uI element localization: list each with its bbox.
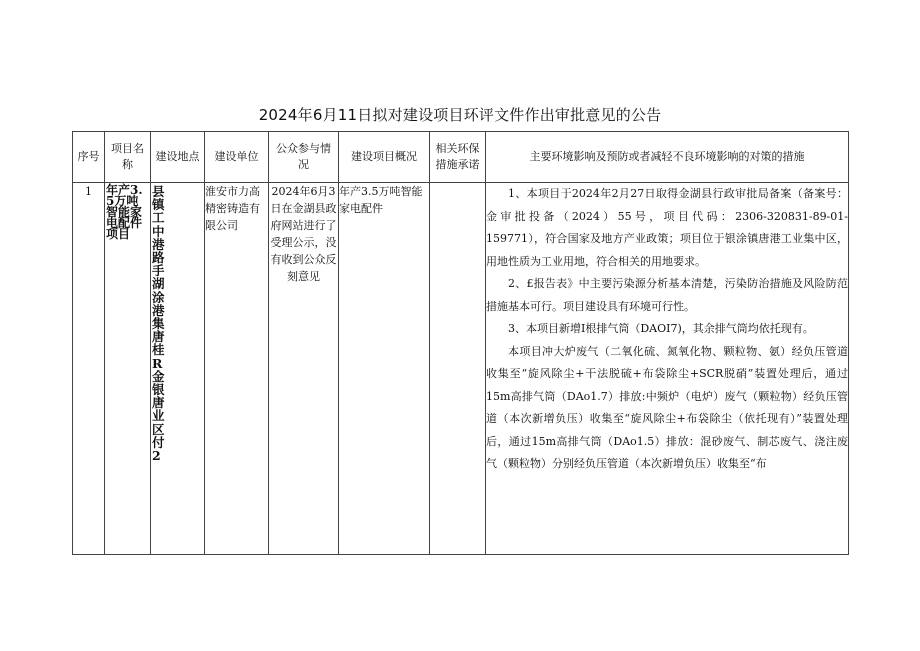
cell-commitment: [430, 183, 486, 555]
cell-location-text: 县镇工中港路手湖涂港集唐桂R金银唐业区付2: [152, 184, 165, 464]
measure-paragraph: 2、£报告表》中主要污染源分析基本清楚，污染防治措施及风险防范措施基本可行。项目建设具有环境可行性。: [486, 277, 848, 313]
header-overview: 建设项目概况: [339, 132, 430, 183]
header-participation: 公众参与情况: [269, 132, 339, 183]
approval-table: [72, 131, 849, 555]
cell-name-text: 年产3.5万吨智能家电配件项目: [106, 183, 143, 241]
header-unit: 建设单位: [205, 132, 269, 183]
header-name: 项目名称: [105, 132, 151, 183]
cell-location: [151, 183, 205, 555]
cell-overview: 年产3.5万吨智能家电配件: [339, 183, 430, 555]
cell-name: [105, 183, 151, 555]
header-location: 建设地点: [151, 132, 205, 183]
header-measures: 主要环境影响及预防或者减轻不良环境影响的对策的措施: [486, 132, 849, 183]
cell-measures: [486, 183, 849, 555]
header-commitment: 相关环保措施承诺: [430, 132, 486, 183]
table-header-row: [73, 132, 849, 183]
table-row: [73, 183, 849, 555]
measure-paragraph: 1、本项目于2024年2月27日取得金湖县行政审批局备案（备案号：金审批投备（2024）55号，项目代码：2306-320831-89-01-159771），符合国家及地方产业政策；项目位于银涂镇唐港工业集中区，用地性质为工业用地，符合相关的用地要求。: [486, 187, 848, 268]
cell-no: 1: [73, 183, 105, 555]
page-title: 2024年6月11日拟对建设项目环评文件作出审批意见的公告: [258, 106, 662, 124]
header-no: 序号: [73, 132, 105, 183]
measure-paragraph: 3、本项目新增I根排气筒（DAOI7)，其余排气筒均依托现有。: [508, 322, 814, 335]
cell-participation: 2024年6月3日在金湖县政府网站进行了受理公示，没有收到公众反刻意见: [269, 183, 339, 555]
cell-unit: 淮安市力高精密铸造有限公司: [205, 183, 269, 555]
measure-paragraph: 本项目冲大炉废气（二氧化硫、氮氧化物、颗粒物、氨）经负压管道收集至“旋风除尘+干法脱硫+布袋除尘+SCR脱硝”装置处理后，通过15m高排气筒（DAo1.7）排放:中频炉（电炉）废气（颗粒物）经负压管道（本次新增负压）收集至“旋风除尘+布袋除尘（依托现有）”装置处理后，通过15m高排气筒（DAo1.5）排放：混砂废气、制芯废气、浇注废气（颗粒物）分别经负压管道（本次新增负压）收集至“布: [486, 344, 848, 470]
